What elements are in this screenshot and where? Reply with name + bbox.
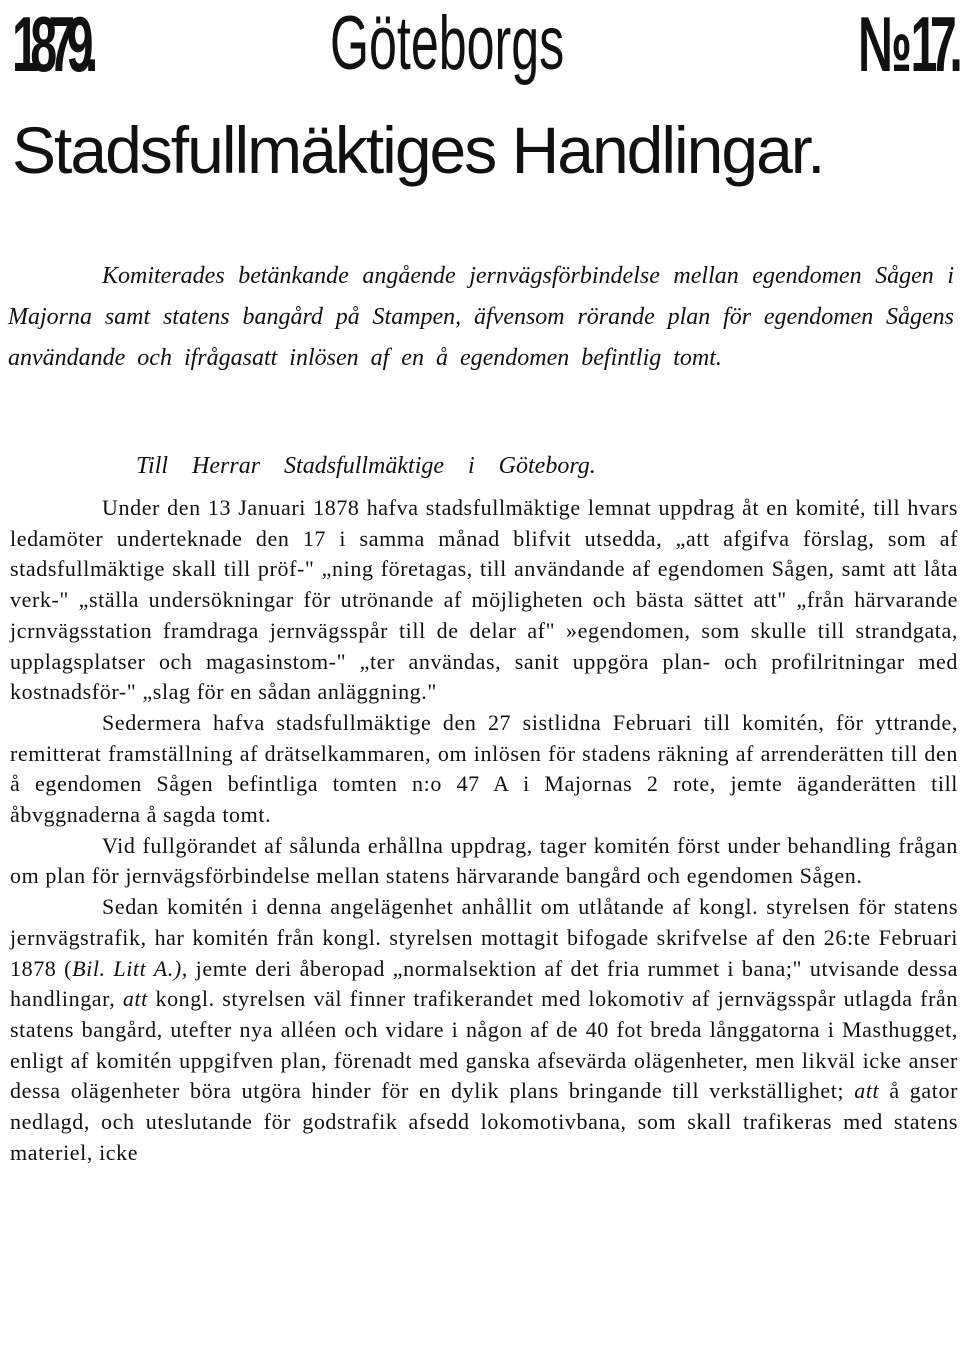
header-year: 1879. [12, 0, 90, 88]
paragraph: Sedermera hafva stadsfullmäktige den 27 sistlidna Februari till komitén, för yttrande, remitterat framställning af drätselkammaren, om inlösen för stadens räkning af arrenderätten till den å egendomen Sågen befintliga tomten n:o 47 A i Majornas 2 rote, jemte äganderätten till åbvggnaderna å sagda tomt. [10, 709, 958, 828]
emphasis: att [854, 1078, 880, 1104]
paragraph-text: jemte deri åberopad „normalsektion af det fria rummet i bana;" utvisande dessa handlingar, [10, 955, 958, 1012]
header-number: № 17. [858, 0, 956, 88]
paragraph: Vid fullgörandet af sålunda erhållna uppdrag, tager komitén först under behandling frågan om plan för jernvägsförbindelse mellan statens härvarande bangård och egendomen Sågen. [10, 832, 958, 889]
paragraph [10, 892, 958, 1168]
salutation: Till Herrar Stadsfullmäktige i Göteborg. [136, 453, 596, 479]
document-title: Stadsfullmäktiges Handlingar. [12, 113, 824, 187]
subject-text: Komiterades betänkande angående jernvägsförbindelse mellan egendomen Sågen i Majorna samt statens bangård på Stampen, äfvensom rörande plan för egendomen Sågens användande och ifrågasatt inlösen af en å egendomen befintlig tomt. [8, 263, 954, 371]
body-text [10, 493, 958, 1168]
paragraph: Under den 13 Januari 1878 hafva stadsfullmäktige lemnat uppdrag åt en komité, till hvars ledamöter underteknade den 17 i samma månad blifvit utsedda, „att afgifva förslag, som af stadsfullmäktige skall till pröf-" „ning företagas, till användande af egendomen Sågen, samt att låta verk-" „ställa undersökningar för utrönande af möjligheten och bästa sättet att" „från härvarande jcrnvägsstation framdraga jernvägsspår till de delar af" »egendomen, som skulle till strandgata, upplagsplatser och magasinstom-" „ter användas, sanit uppgöra plan- och profilritningar med kostnadsför-" „slag för en sådan anläggning." [10, 495, 958, 705]
appendix-reference: Bil. Litt A.), [72, 955, 188, 981]
header-city: Göteborgs [330, 1, 565, 86]
subject-heading [8, 256, 954, 379]
emphasis: att [122, 986, 148, 1012]
paragraph-text: kongl. styrelsen väl finner trafikerandet med lokomotiv af jernvägsspår utlagda från statens bangård, utefter nya alléen och vidare i någon af de 40 fot breda långgatorna i Masthugget, enligt af komitén uppgifven plan, förenadt med ganska afsevärda olägenheter, men likväl icke anser dessa olägenheter böra utgöra hinder för en dylik plans bringande till verkställighet; [10, 986, 958, 1104]
paragraph-text: å gator nedlagd, och uteslutande för godstrafik afsedd lokomotivbana, som skall trafikeras med statens materiel, icke [10, 1078, 958, 1165]
paragraph-text: Sedan komitén i denna angelägenhet anhållit om utlåtande af kongl. styrelsen för statens jernvägstrafik, har komitén från kongl. styrelsen mottagit bifogade skrifvelse af den 26:te Februari 1878 ( [10, 894, 958, 981]
